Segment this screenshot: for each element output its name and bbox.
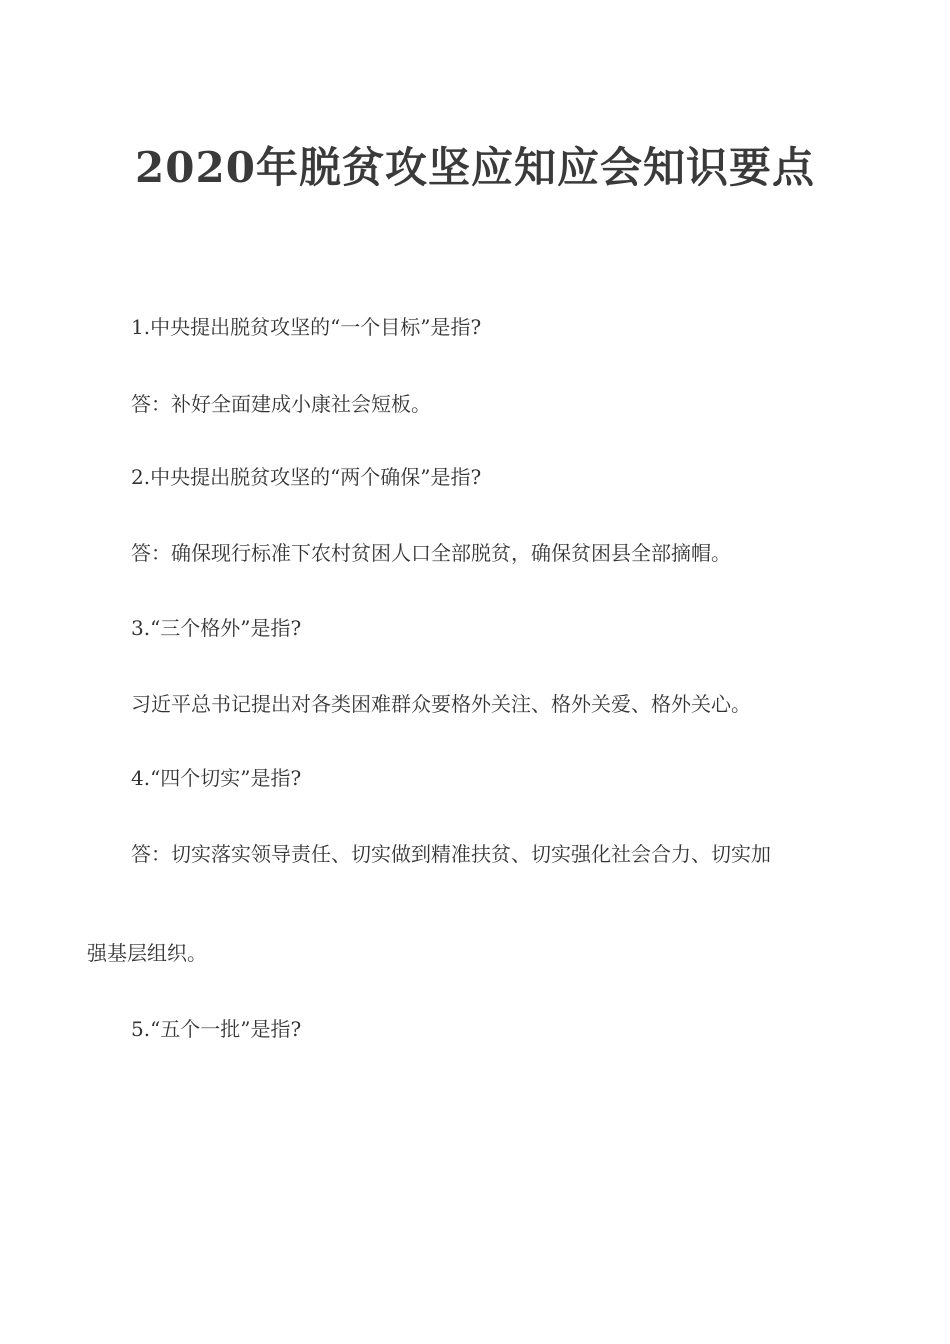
answer-4-line-1: 答：切实落实领导责任、切实做到精准扶贫、切实强化社会合力、切实加	[131, 842, 771, 866]
question-2: 2.中央提出脱贫攻坚的“两个确保”是指?	[131, 465, 482, 489]
answer-4-line-2: 强基层组织。	[87, 941, 207, 965]
question-1: 1.中央提出脱贫攻坚的“一个目标”是指?	[131, 315, 482, 339]
question-5: 5.“五个一批”是指?	[131, 1017, 302, 1041]
document-title: 2020年脱贫攻坚应知应会知识要点	[135, 143, 815, 192]
answer-2: 答：确保现行标准下农村贫困人口全部脱贫，确保贫困县全部摘帽。	[131, 541, 731, 565]
question-4: 4.“四个切实”是指?	[131, 766, 302, 790]
answer-1: 答：补好全面建成小康社会短板。	[131, 392, 431, 416]
answer-3: 习近平总书记提出对各类困难群众要格外关注、格外关爱、格外关心。	[131, 692, 751, 716]
question-3: 3.“三个格外”是指?	[131, 616, 302, 640]
